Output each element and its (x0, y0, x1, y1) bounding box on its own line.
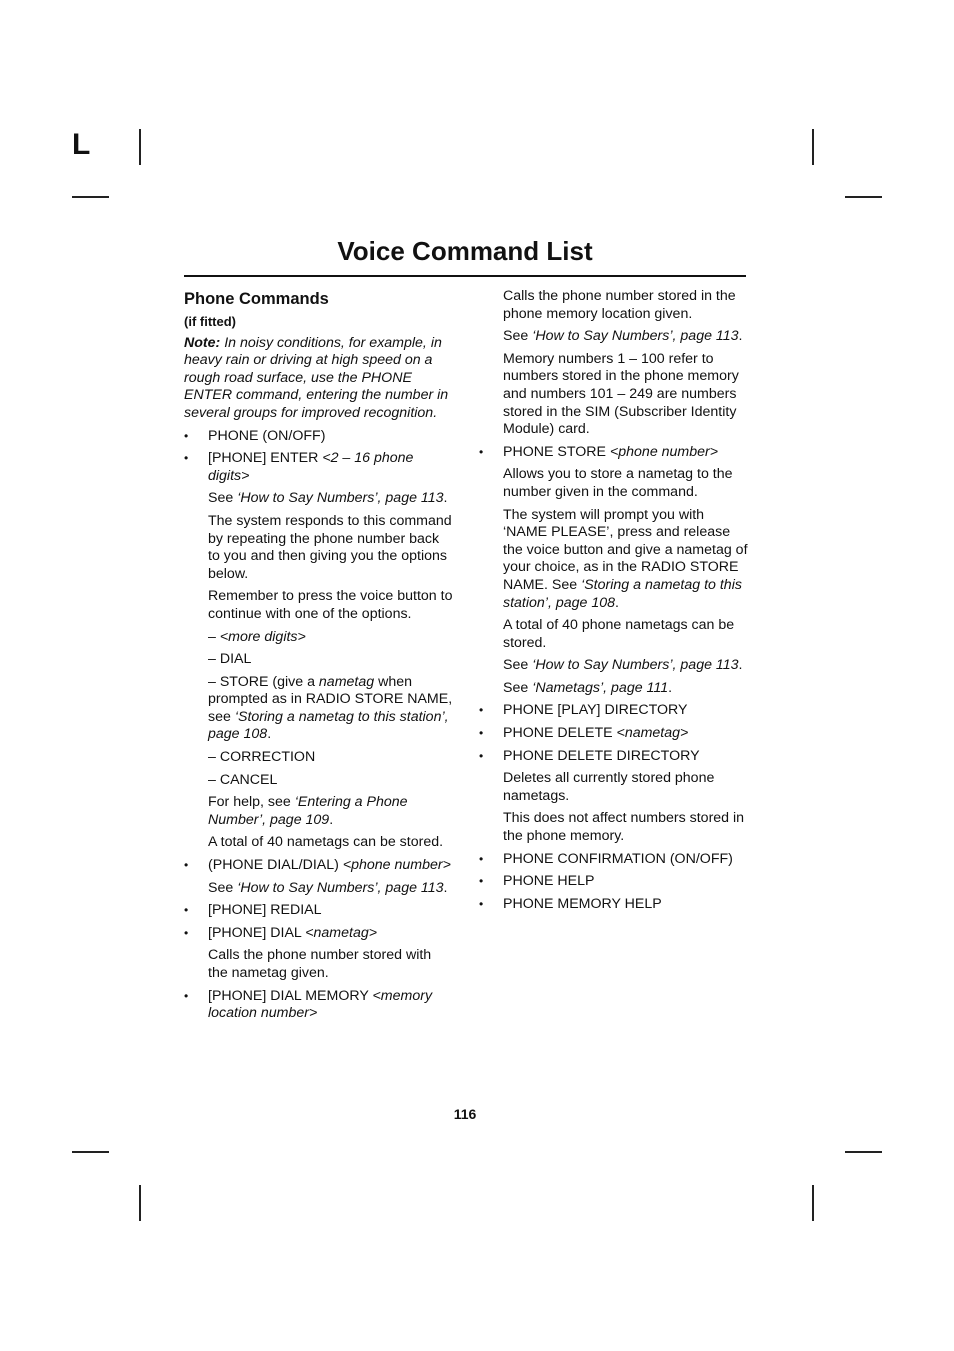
body-text: Calls the phone number stored with the nametag given. (208, 947, 432, 981)
body-text: The system responds to this command by repeating the phone number back to you and then giving you the options below. (208, 512, 452, 582)
crop-mark (72, 196, 109, 198)
option-item: – CANCEL (208, 771, 278, 788)
body-text: Remember to press the voice button to continue with one of the options. (208, 588, 453, 622)
crop-mark (812, 1185, 814, 1221)
list-item: • [PHONE] DIAL <nametag> (184, 925, 454, 943)
left-column (184, 288, 454, 1028)
note-label: Note: (184, 334, 221, 351)
option-item: – CORRECTION (208, 749, 316, 766)
cross-reference: See ‘How to Say Numbers’, page 113. (503, 657, 743, 674)
body-text: A total of 40 nametags can be stored. (208, 834, 444, 851)
body-text: Deletes all currently stored phone nametags. (503, 770, 715, 804)
section-subheading: (if fitted) (184, 314, 236, 329)
body-text: Memory numbers 1 – 100 refer to numbers stored in the phone memory and numbers 101 – 249 are numbers stored in the SIM (Subscriber Identity Module) card. (503, 350, 739, 438)
list-item: • PHONE [PLAY] DIRECTORY (479, 702, 749, 720)
page-title: Voice Command List (337, 236, 593, 266)
cross-reference: See ‘How to Say Numbers’, page 113. (208, 879, 448, 896)
crop-mark (72, 1151, 109, 1153)
crop-mark (139, 129, 141, 165)
cross-reference: For help, see ‘Entering a Phone Number’, page 109. (208, 794, 408, 828)
note-text: In noisy conditions, for example, in heavy rain or driving at high speed on a rough road surface, use the PHONE ENTER command, entering the number in several groups for improved recognition. (184, 334, 449, 421)
list-item: • (PHONE DIAL/DIAL) <phone number> (184, 857, 454, 875)
title-rule (184, 275, 746, 277)
crop-mark (812, 129, 814, 165)
crop-mark (139, 1185, 141, 1221)
list-item: • PHONE HELP (479, 873, 749, 891)
right-column (479, 288, 749, 918)
section-heading: Phone Commands (184, 290, 329, 308)
body-text: This does not affect numbers stored in the phone memory. (503, 810, 745, 845)
body-text: A total of 40 phone nametags can be stored. (503, 617, 735, 651)
list-item: • [PHONE] ENTER <2 – 16 phone digits> (184, 450, 454, 485)
list-item: • [PHONE] DIAL MEMORY <memory location number> (184, 988, 454, 1023)
option-item: – DIAL (208, 651, 252, 668)
list-item: • PHONE CONFIRMATION (ON/OFF) (479, 851, 749, 869)
corner-mark: L (72, 128, 91, 161)
body-text: Calls the phone number stored in the phone memory location given. (503, 288, 736, 322)
option-item: – <more digits> (208, 628, 306, 645)
body-text: The system will prompt you with ‘NAME PLEASE’, press and release the voice button and give a nametag of your choice, as in the RADIO STORE NAME. See ‘Storing a nametag to this station’, page 108. (503, 506, 748, 611)
list-item: • PHONE MEMORY HELP (479, 896, 749, 914)
cross-reference: See ‘How to Say Numbers’, page 113. (208, 490, 448, 507)
list-item: • [PHONE] REDIAL (184, 902, 454, 920)
list-item: • PHONE DELETE <nametag> (479, 725, 749, 743)
option-item: – STORE (give a nametag when prompted as in RADIO STORE NAME, see ‘Storing a nametag to this station’, page 108. (208, 673, 453, 743)
cross-reference: See ‘Nametags’, page 111. (503, 679, 673, 696)
cross-reference: See ‘How to Say Numbers’, page 113. (503, 328, 743, 345)
crop-mark (845, 1151, 882, 1153)
list-item: • PHONE STORE <phone number> (479, 444, 749, 462)
list-item: • PHONE DELETE DIRECTORY (479, 748, 749, 766)
crop-mark (845, 196, 882, 198)
body-text: Allows you to store a nametag to the number given in the command. (503, 466, 733, 500)
list-item: • PHONE (ON/OFF) (184, 428, 454, 446)
note-paragraph (184, 335, 454, 423)
page-number: 116 (453, 1106, 477, 1122)
